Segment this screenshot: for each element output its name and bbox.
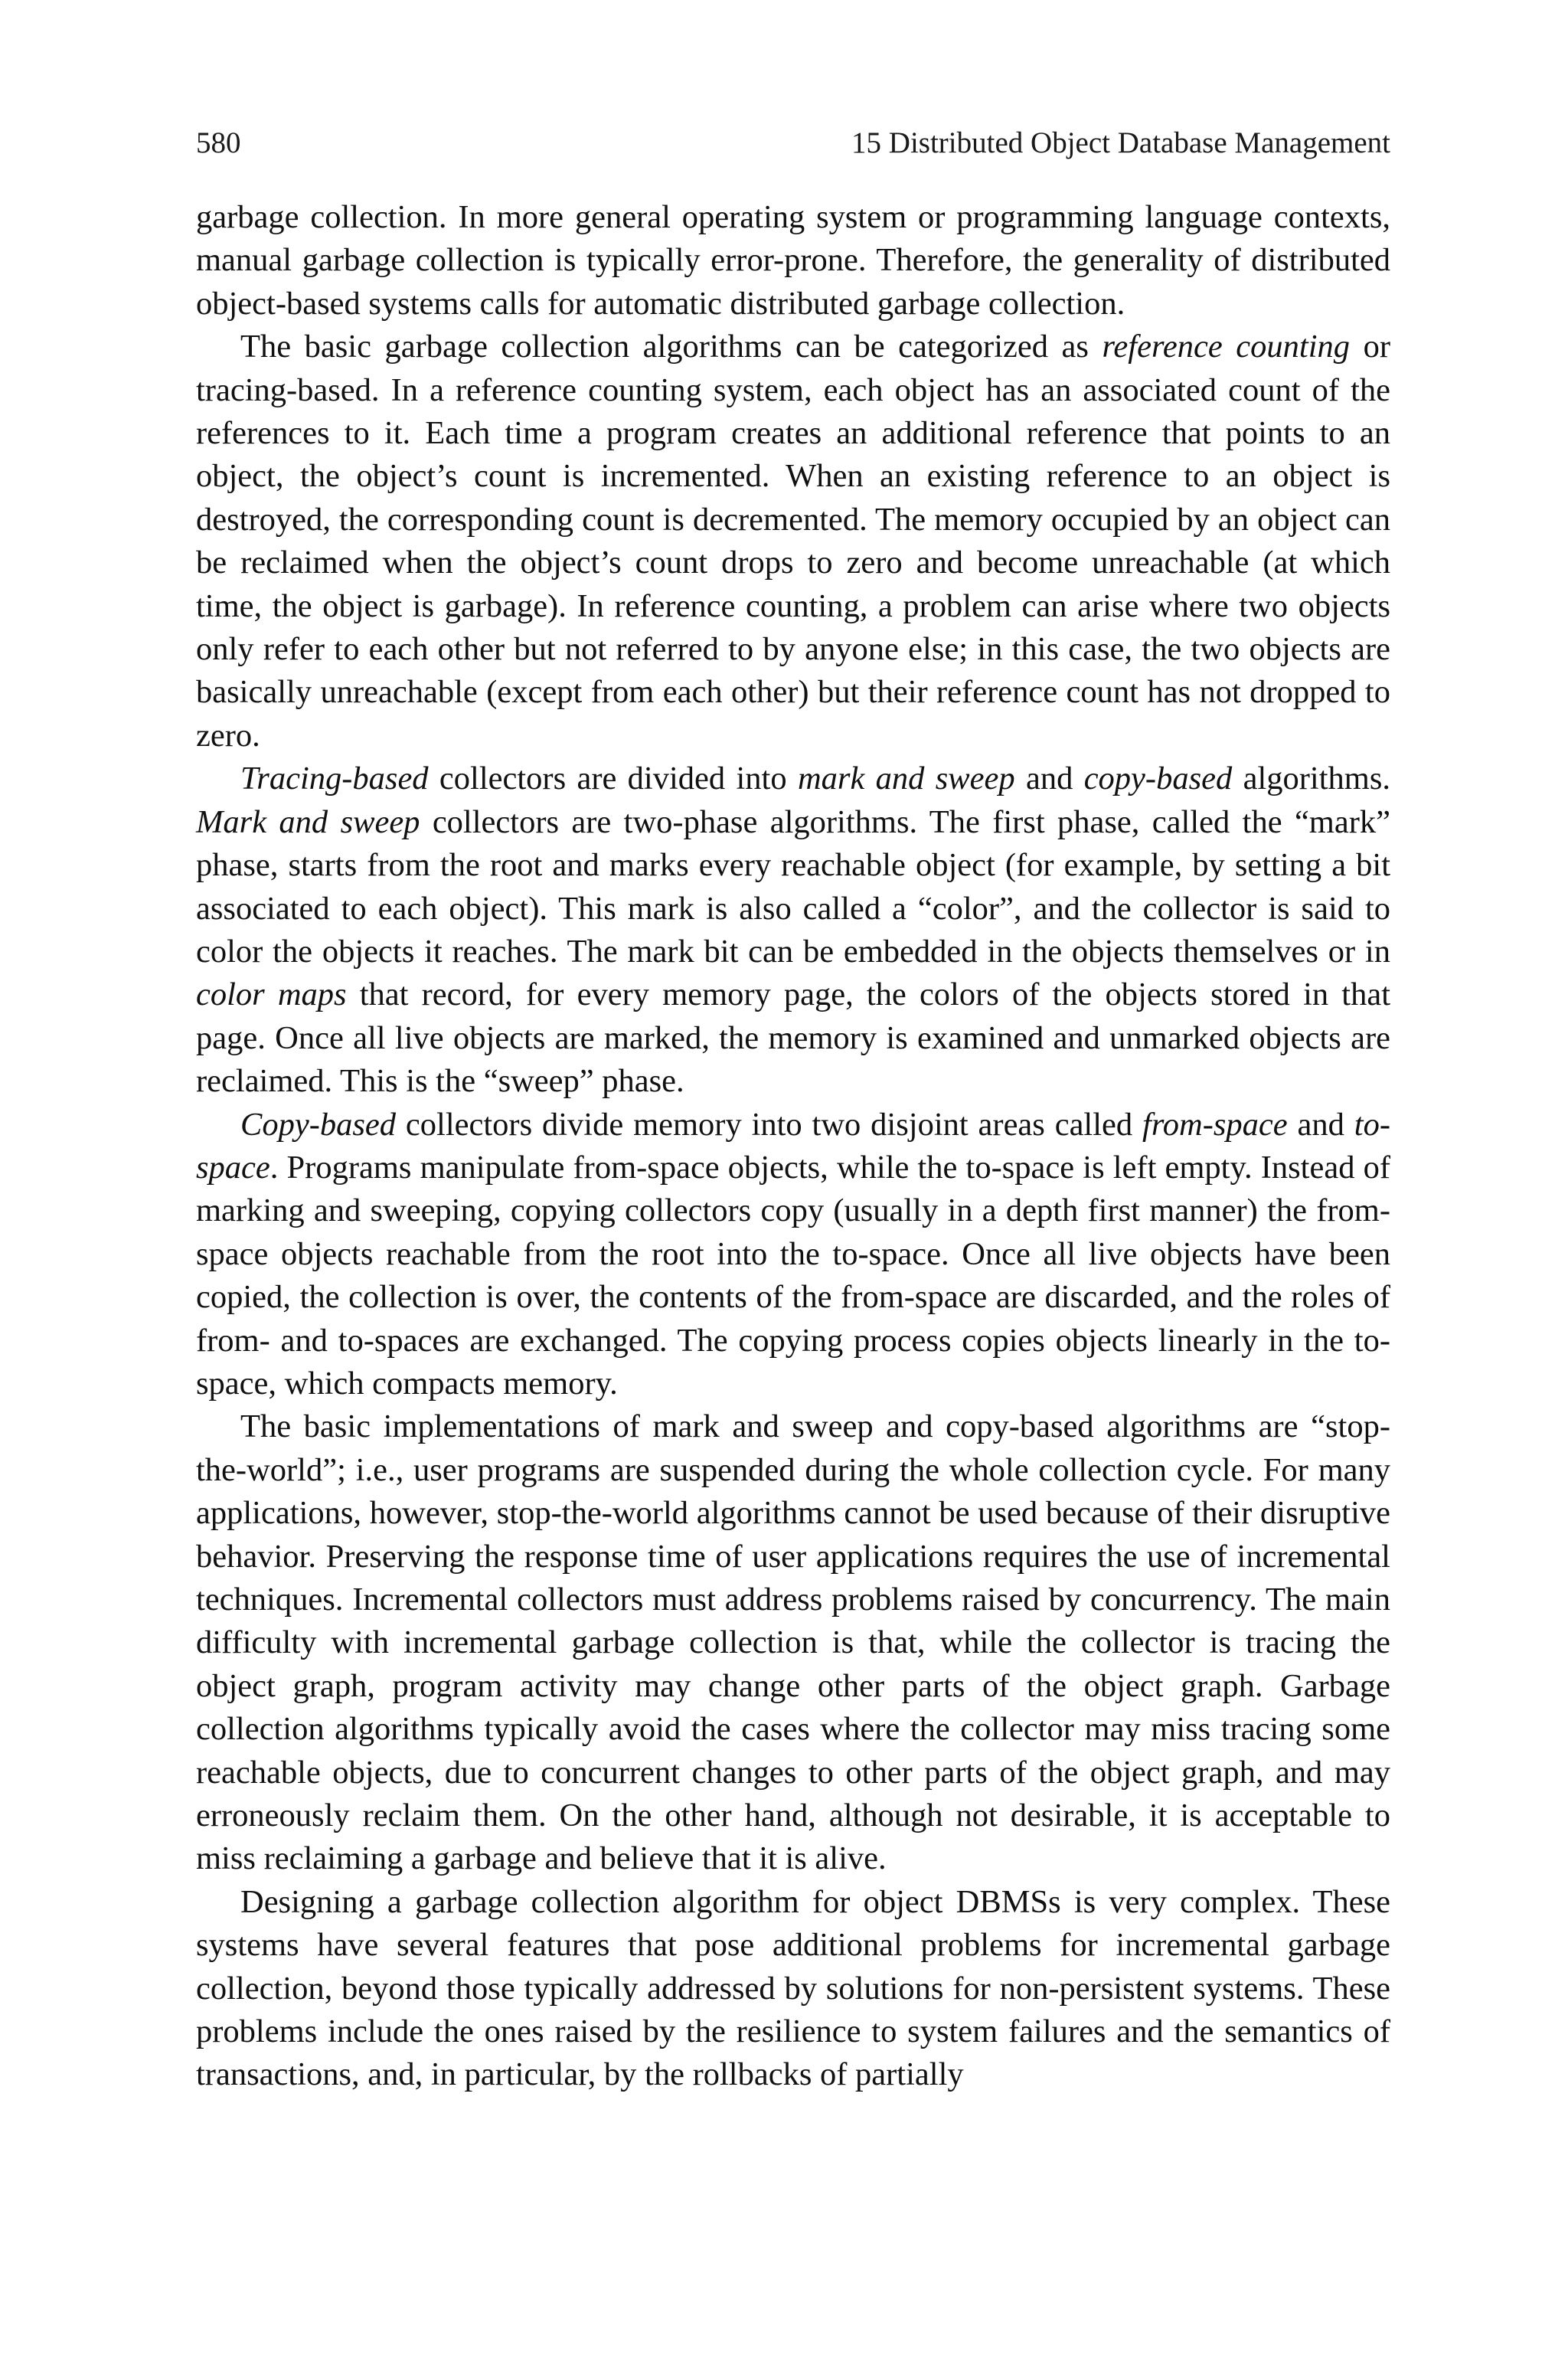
text-run: garbage collection. In more general operating system or programming language contexts, manual garbage collection is typically error-prone. Therefore, the generality of distributed object-based systems calls for automatic distributed garbage collection. <box>196 199 1390 322</box>
text-run: collectors divide memory into two disjoint areas called <box>396 1106 1143 1143</box>
text-run: or tracing-based. In a reference counting system, each object has an associated count of the references to it. Each time a program creates an additional reference that points to an object, the object’s count is incremented. When an existing reference to an object is destroyed, the corresponding count is decremented. The memory occupied by an object can be reclaimed when the object’s count drops to zero and become unreachable (at which time, the object is garbage). In reference counting, a problem can arise where two objects only refer to each other but not referred to by anyone else; in this case, the two objects are basically unreachable (except from each other) but their reference count has not dropped to zero. <box>196 329 1390 754</box>
italic-text: Copy-based <box>240 1106 397 1143</box>
italic-text: Tracing-based <box>240 761 429 797</box>
italic-text: mark and sweep <box>797 761 1015 797</box>
text-run: The basic garbage collection algorithms can be categorized as <box>240 329 1102 365</box>
paragraph <box>196 196 1390 325</box>
text-run: . Programs manipulate from-space objects, while the to-space is left empty. Instead of marking and sweeping, copying collectors copy (usually in a depth first manner) the from-space objects reachable from the root into the to-space. Once all live objects have been copied, the collection is over, the contents of the from-space are discarded, and the roles of from- and to-spaces are exchanged. The copying process copies objects linearly in the to-space, which compacts memory. <box>196 1149 1390 1402</box>
italic-text: from-space <box>1142 1106 1288 1143</box>
italic-text: reference counting <box>1102 329 1351 365</box>
paragraph <box>196 757 1390 1103</box>
text-run: Designing a garbage collection algorithm for object DBMSs is very complex. These systems have several features that pose additional problems for incremental garbage collection, beyond those typically addressed by solutions for non-persistent systems. These problems include the ones raised by the resilience to system failures and the semantics of transactions, and, in particular, by the rollbacks of partially <box>196 1883 1390 2093</box>
chapter-title: 15 Distributed Object Database Management <box>851 126 1390 159</box>
text-run: collectors are divided into <box>428 761 798 797</box>
paragraph <box>196 1405 1390 1880</box>
paragraph <box>196 1104 1390 1406</box>
italic-text: to-space <box>196 1106 1390 1186</box>
italic-text: color maps <box>196 976 347 1013</box>
text-run: algorithms. <box>1232 761 1390 797</box>
text-run: that record, for every memory page, the colors of the objects stored in that page. Once all live objects are marked, the memory is examined and unmarked objects are reclaimed. This is the “sweep” phase. <box>196 976 1390 1100</box>
italic-text: copy-based <box>1083 761 1233 797</box>
page-number: 580 <box>196 126 241 159</box>
text-run: and <box>1014 761 1084 797</box>
text-run: and <box>1287 1106 1354 1143</box>
text-run: collectors are two-phase algorithms. The first phase, called the “mark” phase, starts from the root and marks every reachable object (for example, by setting a bit associated to each object). This mark is also called a “color”, and the collector is said to color the objects it reaches. The mark bit can be embedded in the objects themselves or in <box>196 803 1390 970</box>
running-head <box>196 126 1390 172</box>
paragraph <box>196 325 1390 757</box>
text-run: The basic implementations of mark and sweep and copy-based algorithms are “stop-the-world”; i.e., user programs are suspended during the whole collection cycle. For many applications, however, stop-the-world algorithms cannot be used because of their disruptive behavior. Preserving the response time of user applications requires the use of incremental techniques. Incremental collectors must address problems raised by concurrency. The main difficulty with incremental garbage collection is that, while the collector is tracing the object graph, program activity may change other parts of the object graph. Garbage collection algorithms typically avoid the cases where the collector may miss tracing some reachable objects, due to concurrent changes to other parts of the object graph, and may erroneously reclaim them. On the other hand, although not desirable, it is acceptable to miss reclaiming a garbage and believe that it is alive. <box>196 1408 1390 1877</box>
italic-text: Mark and sweep <box>196 803 420 840</box>
body-text <box>196 196 1390 2097</box>
paragraph <box>196 1881 1390 2097</box>
